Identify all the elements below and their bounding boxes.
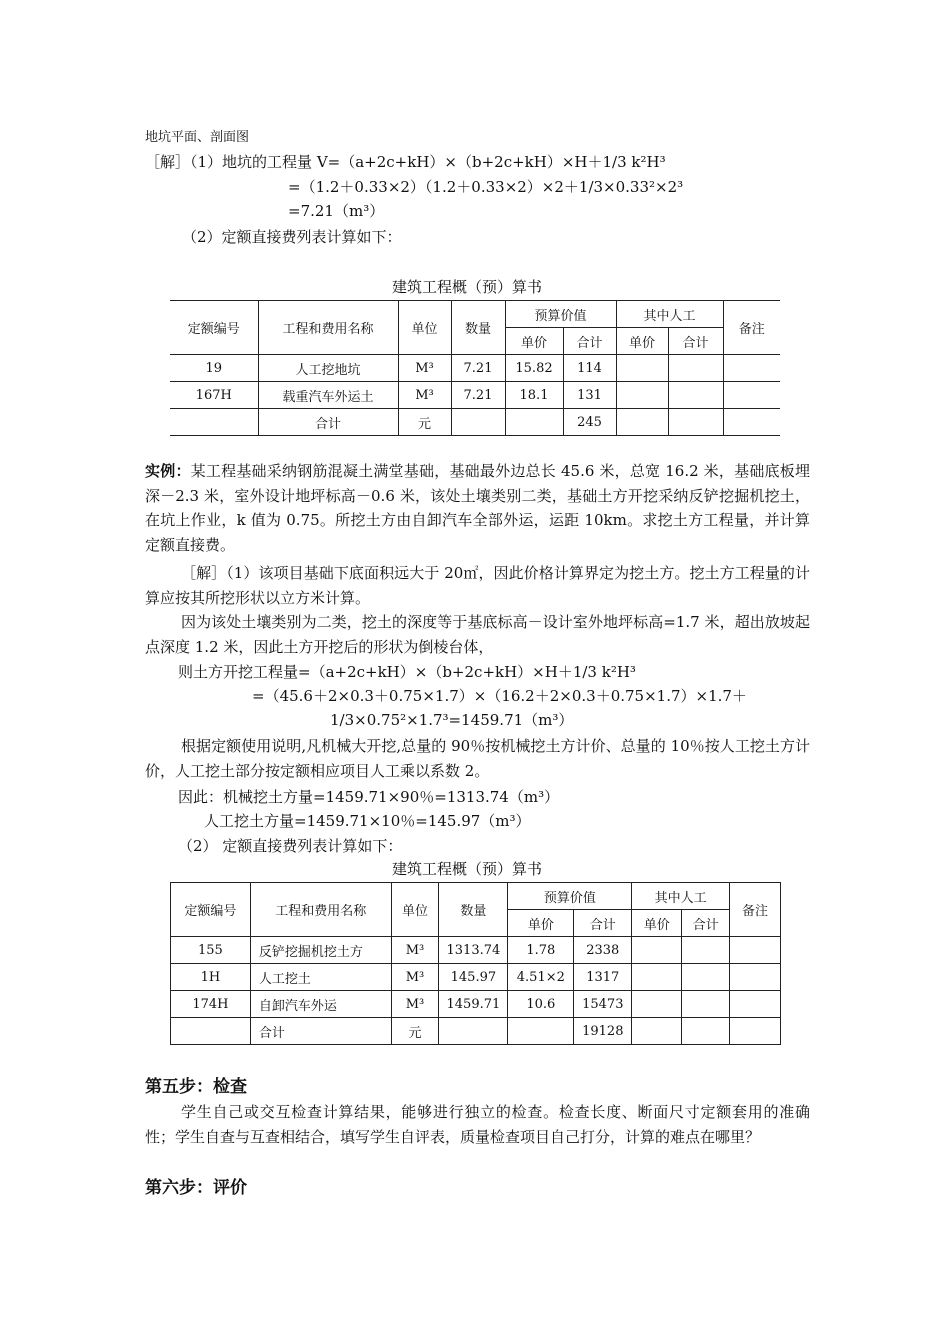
step6-heading: 第六步：评价 (145, 1178, 247, 1198)
header-budget: 预算价值 (505, 301, 616, 328)
cell-qty (451, 409, 505, 436)
cell-empty (632, 1018, 682, 1045)
table-row (171, 991, 781, 1018)
table-row (170, 382, 780, 409)
cell-empty (632, 937, 682, 964)
step5-heading: 第五步：检查 (145, 1077, 247, 1097)
cell-name: 合计 (258, 409, 398, 436)
header-unit: 单位 (398, 301, 451, 355)
header-labor-unit-price: 单价 (616, 328, 668, 355)
cell-empty (616, 382, 668, 409)
estimate-table-2 (170, 882, 781, 1045)
header-total: 合计 (574, 910, 632, 937)
cell-total: 131 (563, 382, 616, 409)
table2-title: 建筑工程概（预）算书 (392, 860, 543, 878)
cell-total: 15473 (574, 991, 632, 1018)
cell-code: 167H (170, 382, 258, 409)
cell-unit: M³ (391, 937, 439, 964)
header-labor-total: 合计 (668, 328, 723, 355)
header-name: 工程和费用名称 (250, 883, 391, 937)
header-remark: 备注 (723, 301, 780, 355)
cell-empty (723, 409, 780, 436)
table-row (170, 355, 780, 382)
calc-line-3: （2） 定额直接费列表计算如下： (178, 837, 403, 855)
cell-name: 自卸汽车外运 (250, 991, 391, 1018)
cell-price (508, 1018, 574, 1045)
solution-line-2: =（1.2＋0.33×2）（1.2＋0.33×2）×2＋1/3×0.33²×2³ (288, 178, 684, 196)
header-unit-price: 单价 (505, 328, 563, 355)
header-code: 定额编号 (171, 883, 251, 937)
cell-empty (682, 964, 730, 991)
header-qty: 数量 (451, 301, 505, 355)
cell-name: 人工挖土 (250, 964, 391, 991)
cell-name: 载重汽车外运土 (258, 382, 398, 409)
cell-unit: 元 (391, 1018, 439, 1045)
header-labor-total: 合计 (682, 910, 730, 937)
cell-qty: 1459.71 (439, 991, 508, 1018)
cell-empty (668, 382, 723, 409)
calc-line-2: 人工挖土方量=1459.71×10％=145.97（m³） (204, 812, 531, 830)
header-budget: 预算价值 (508, 883, 632, 910)
cell-total: 2338 (574, 937, 632, 964)
cell-empty (616, 355, 668, 382)
estimate-table-1 (170, 300, 780, 436)
cell-empty (682, 937, 730, 964)
cell-unit: M³ (391, 964, 439, 991)
cell-name: 反铲挖掘机挖土方 (250, 937, 391, 964)
table-row (171, 937, 781, 964)
cell-empty (616, 409, 668, 436)
cell-code: 1H (171, 964, 251, 991)
cell-empty (668, 355, 723, 382)
header-remark: 备注 (730, 883, 781, 937)
cell-code (171, 1018, 251, 1045)
cell-total: 114 (563, 355, 616, 382)
cell-name: 合计 (250, 1018, 391, 1045)
example-solution-2: 因为该处土壤类别为二类，挖土的深度等于基底标高－设计室外地坪标高=1.7 米，超出放坡起点深度 1.2 米，因此土方开挖后的形状为倒棱台体， (145, 613, 810, 656)
header-labor: 其中人工 (616, 301, 723, 328)
cell-qty: 1313.74 (439, 937, 508, 964)
calc-line-1: 因此：机械挖土方量=1459.71×90％=1313.74（m³） (178, 788, 560, 806)
cell-empty (730, 937, 781, 964)
formula-line-3: 1/3×0.75²×1.7³=1459.71（m³） (330, 711, 574, 729)
cell-price: 15.82 (505, 355, 563, 382)
cell-qty: 7.21 (451, 355, 505, 382)
cell-price: 18.1 (505, 382, 563, 409)
cell-empty (668, 409, 723, 436)
cell-empty (632, 964, 682, 991)
table-row (171, 964, 781, 991)
header-name: 工程和费用名称 (258, 301, 398, 355)
example-paragraph (145, 459, 810, 557)
table-row (170, 409, 780, 436)
table-row (171, 1018, 781, 1045)
header-total: 合计 (563, 328, 616, 355)
cell-price: 4.51×2 (508, 964, 574, 991)
example-label: 实例： (145, 462, 191, 480)
example-solution-3: 根据定额使用说明,凡机械大开挖,总量的 90％按机械挖土方计价、总量的 10％按人工挖土方计价，人工挖土部分按定额相应项目人工乘以系数 2。 (145, 737, 810, 780)
header-unit: 单位 (391, 883, 439, 937)
cell-empty (632, 991, 682, 1018)
cell-empty (730, 964, 781, 991)
cell-empty (723, 355, 780, 382)
cell-empty (730, 991, 781, 1018)
header-unit-price: 单价 (508, 910, 574, 937)
cell-unit: M³ (398, 382, 451, 409)
cell-total: 245 (563, 409, 616, 436)
cell-price: 10.6 (508, 991, 574, 1018)
cell-unit: 元 (398, 409, 451, 436)
cell-qty: 7.21 (451, 382, 505, 409)
cell-code: 155 (171, 937, 251, 964)
solution-line-3: =7.21（m³） (288, 202, 385, 220)
cell-price: 1.78 (508, 937, 574, 964)
cell-code: 174H (171, 991, 251, 1018)
header-qty: 数量 (439, 883, 508, 937)
cell-code: 19 (170, 355, 258, 382)
header-labor: 其中人工 (632, 883, 730, 910)
example-solution-1: ［解］（1）该项目基础下底面积远大于 20㎡，因此价格计算界定为挖土方。挖土方工程量的计算应按其所挖形状以立方米计算。 (145, 564, 810, 607)
cell-empty (682, 991, 730, 1018)
header-labor-unit-price: 单价 (632, 910, 682, 937)
step5-text: 学生自己或交互检查计算结果，能够进行独立的检查。检查长度、断面尺寸定额套用的准确性；学生自查与互查相结合，填写学生自评表，质量检查项目自己打分，计算的难点在哪里？ (145, 1103, 810, 1146)
cell-total: 1317 (574, 964, 632, 991)
cell-unit: M³ (398, 355, 451, 382)
solution-line-1: ［解］（1）地坑的工程量 V=（a+2c+kH）×（b+2c+kH）×H＋1/3 k²H³ (145, 153, 666, 171)
formula-line-2: =（45.6＋2×0.3＋0.75×1.7）×（16.2＋2×0.3＋0.75×1.7）×1.7＋ (252, 687, 747, 705)
cell-empty (730, 1018, 781, 1045)
figure-caption: 地坑平面、剖面图 (145, 130, 250, 145)
cell-qty (439, 1018, 508, 1045)
cell-qty: 145.97 (439, 964, 508, 991)
solution-line-4: （2）定额直接费列表计算如下： (182, 228, 402, 246)
example-text: 某工程基础采纳钢筋混凝土满堂基础，基础最外边总长 45.6 米，总宽 16.2 米，基础底板埋深－2.3 米，室外设计地坪标高－0.6 米，该处土壤类别二类，基础土方开挖采纳反铲挖掘机挖土，在坑上作业，k 值为 0.75。所挖土方由自卸汽车全部外运，运距 10km。求挖土方工程量，并计算定额直接费。 (145, 462, 810, 554)
table1-title: 建筑工程概（预）算书 (392, 278, 543, 296)
cell-unit: M³ (391, 991, 439, 1018)
cell-empty (723, 382, 780, 409)
cell-empty (682, 1018, 730, 1045)
header-code: 定额编号 (170, 301, 258, 355)
cell-code (170, 409, 258, 436)
cell-price (505, 409, 563, 436)
cell-name: 人工挖地坑 (258, 355, 398, 382)
formula-line-1: 则土方开挖工程量=（a+2c+kH）×（b+2c+kH）×H＋1/3 k²H³ (178, 663, 636, 681)
cell-total: 19128 (574, 1018, 632, 1045)
